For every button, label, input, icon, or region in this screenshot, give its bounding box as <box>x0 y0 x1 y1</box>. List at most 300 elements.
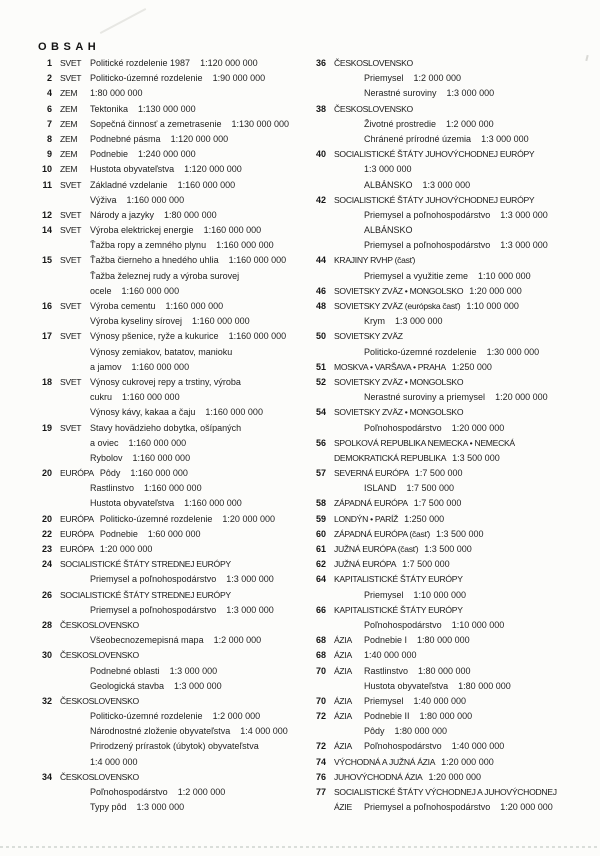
entry-title: Podnebie <box>99 528 138 539</box>
entry-content <box>334 603 469 618</box>
toc-line <box>30 284 302 299</box>
toc-line <box>304 739 598 754</box>
map-scale: 1:160 000 000 <box>122 392 180 403</box>
map-scale: 1:160 000 000 <box>144 483 202 494</box>
map-scale: 1:40 000 000 <box>364 650 417 661</box>
entry-content <box>60 102 196 117</box>
entry-title: Chránené prírodné územia <box>364 133 472 144</box>
toc-line <box>30 512 302 527</box>
toc-line <box>30 496 302 511</box>
entry-content <box>364 724 447 739</box>
map-scale: 1:3 000 000 <box>136 802 185 813</box>
map-scale: 1:2 000 000 <box>413 73 462 84</box>
toc-line <box>304 360 598 375</box>
map-scale: 1:160 000 000 <box>203 225 262 236</box>
map-scale: 1:20 000 000 <box>99 544 153 554</box>
entry-title: Politicko-územné rozdelenie <box>90 73 203 84</box>
page-number: 52 <box>315 376 326 387</box>
entry-title: Poľnohospodárstvo <box>364 741 442 752</box>
page-number: 57 <box>315 468 326 479</box>
region-label: JUŽNÁ EURÓPA (časť) <box>334 544 419 554</box>
map-scale: 1:30 000 000 <box>486 346 540 357</box>
region-label: MOSKVA • VARŠAVA • PRAHA <box>334 361 446 372</box>
entry-content <box>60 329 286 344</box>
page-number: 23 <box>41 544 52 554</box>
toc-line <box>304 800 598 815</box>
entry-title: Hustota obyvateľstva <box>90 164 175 175</box>
entry-title: Výroba elektrickej energie <box>90 225 194 236</box>
region-label: ČESKOSLOVENSKO <box>334 58 413 68</box>
region-label: ÁZIA <box>334 695 352 706</box>
entry-content <box>334 102 419 117</box>
entry-content <box>364 588 466 603</box>
map-scale: 1:10 000 000 <box>478 270 531 281</box>
entry-title: Priemysel a poľnohospodárstvo <box>90 604 217 615</box>
entry-title: Všeobecnozemepisná mapa <box>90 635 204 646</box>
entry-content <box>60 208 217 223</box>
entry-title: Priemysel a poľnohospodárstvo <box>364 802 491 813</box>
map-scale: 1:80 000 000 <box>164 209 217 220</box>
map-scale: 1:60 000 000 <box>147 528 201 539</box>
entry-content <box>334 527 483 542</box>
map-scale: 1:160 000 000 <box>192 316 250 327</box>
page-number: 54 <box>315 407 326 418</box>
map-scale: 1:160 000 000 <box>130 468 188 479</box>
entry-title: Podnebné oblasti <box>90 665 160 676</box>
entry-content <box>90 679 222 694</box>
toc-line <box>30 238 302 253</box>
toc-line <box>30 208 302 223</box>
map-scale: 1:160 000 000 <box>131 361 190 372</box>
entry-content <box>334 496 461 511</box>
entry-content <box>90 755 138 770</box>
toc-line <box>30 664 302 679</box>
region-label: SPOLKOVÁ REPUBLIKA NEMECKA • NEMECKÁ <box>334 437 515 448</box>
region-label: KAPITALISTICKÉ ŠTÁTY EURÓPY <box>334 604 463 615</box>
entry-content <box>90 405 263 420</box>
toc-line <box>304 329 598 344</box>
map-scale: 1:3 000 000 <box>174 680 222 691</box>
map-scale: 1:3 500 000 <box>424 544 472 554</box>
entry-content <box>364 162 412 177</box>
entry-content <box>334 557 450 572</box>
entry-title: cukru <box>90 392 113 403</box>
map-scale: 1:20 000 000 <box>451 422 505 433</box>
page-number: 15 <box>41 255 52 266</box>
entry-title: Rybolov <box>90 452 123 463</box>
toc-line <box>304 193 598 208</box>
entry-content <box>334 572 469 587</box>
entry-title: Tektonika <box>90 103 129 114</box>
region-label: KAPITALISTICKÉ ŠTÁTY EURÓPY <box>334 574 463 585</box>
toc-line <box>304 284 598 299</box>
entry-title: Výroba kyseliny sírovej <box>90 316 183 327</box>
entry-title: Sopečná činnosť a zemetrasenie <box>90 118 222 129</box>
toc-line <box>304 208 598 223</box>
entry-content <box>90 724 288 739</box>
entry-content <box>334 739 504 754</box>
page-number: 17 <box>41 331 52 342</box>
region-label: ČESKOSLOVENSKO <box>60 695 139 706</box>
entry-content <box>334 253 421 268</box>
toc-line <box>304 724 598 739</box>
toc-line <box>304 481 598 496</box>
toc-line <box>30 557 302 572</box>
entry-content <box>364 390 548 405</box>
map-scale: 1:3 000 000 <box>364 164 412 175</box>
entry-content <box>334 405 469 420</box>
entry-title: Geologická stavba <box>90 680 165 691</box>
entry-content <box>90 436 186 451</box>
entry-content <box>334 329 409 344</box>
region-label: EURÓPA <box>60 528 94 539</box>
region-label: SVET <box>60 73 82 84</box>
entry-content <box>364 117 494 132</box>
page-number: 10 <box>41 164 52 175</box>
map-scale: 1:3 000 000 <box>446 88 495 99</box>
entry-content <box>60 557 237 572</box>
scan-artifact <box>100 8 147 34</box>
entry-title: Priemysel <box>364 589 404 600</box>
page-number: 66 <box>315 604 326 615</box>
page-number: 51 <box>315 361 326 372</box>
entry-title: Politicko-územné rozdelenie <box>90 711 203 722</box>
entry-title: Poľnohospodárstvo <box>90 787 168 797</box>
region-label: ÁZIA <box>334 635 352 646</box>
map-scale: 1:120 000 000 <box>170 133 229 144</box>
page-number: 9 <box>46 149 52 160</box>
entry-content <box>334 785 563 800</box>
map-scale: 1:160 000 000 <box>132 452 191 463</box>
region-label: SOCIALISTICKÉ ŠTÁTY VÝCHODNEJ A JUHOVÝCHODNEJ <box>334 787 557 797</box>
entry-content <box>334 451 500 466</box>
entry-content <box>364 269 531 284</box>
entry-content <box>60 648 145 663</box>
entry-content <box>60 770 145 785</box>
entry-title: Ťažba čierneho a hnedého uhlia <box>90 255 219 266</box>
entry-title: ISLAND <box>364 483 397 494</box>
entry-content <box>90 481 202 496</box>
map-scale: 1:2 000 000 <box>212 711 261 722</box>
entry-content <box>90 709 260 724</box>
entry-content <box>60 375 241 390</box>
entry-content <box>90 603 274 618</box>
toc-line <box>304 527 598 542</box>
entry-title: Podnebné pásma <box>90 133 161 144</box>
entry-title: Pôdy <box>364 726 385 737</box>
region-label: JUHOVÝCHODNÁ ÁZIA <box>334 771 423 782</box>
toc-line <box>304 618 598 633</box>
entry-content <box>364 314 443 329</box>
toc-line <box>30 679 302 694</box>
page-number: 72 <box>315 741 326 752</box>
page-number: 28 <box>41 619 52 630</box>
page-number: 50 <box>315 331 326 342</box>
region-label: ZÁPADNÁ EURÓPA (časť) <box>334 528 430 539</box>
entry-content <box>90 345 232 360</box>
entry-content <box>364 421 504 436</box>
toc-line <box>304 588 598 603</box>
entry-content <box>90 193 184 208</box>
page-number: 76 <box>315 771 326 782</box>
page-number: 32 <box>41 695 52 706</box>
map-scale: 1:90 000 000 <box>212 73 266 84</box>
page-number: 38 <box>315 103 326 114</box>
toc-line <box>30 314 302 329</box>
entry-content <box>60 178 235 193</box>
toc-line <box>304 178 598 193</box>
region-label: ÁZIE <box>334 802 352 813</box>
map-scale: 1:160 000 000 <box>177 179 236 190</box>
entry-title: Ťažba ropy a zemného plynu <box>90 240 207 251</box>
toc-line <box>304 648 598 663</box>
region-label: SOVIETSKY ZVÄZ <box>334 331 403 342</box>
toc-line <box>304 162 598 177</box>
toc-line <box>30 102 302 117</box>
region-label: SVET <box>60 58 82 68</box>
toc-line <box>30 329 302 344</box>
page-number: 59 <box>315 513 326 524</box>
map-scale: 1:160 000 000 <box>228 331 287 342</box>
entry-title: Stavy hovädzieho dobytka, ošípaných <box>90 422 242 433</box>
map-scale: 1:20 000 000 <box>500 802 553 813</box>
toc-line <box>30 405 302 420</box>
entry-content <box>60 56 258 71</box>
region-label: ČESKOSLOVENSKO <box>60 619 139 630</box>
toc-line <box>30 117 302 132</box>
page-number: 20 <box>41 513 52 524</box>
toc-line <box>30 648 302 663</box>
entry-content <box>334 360 492 375</box>
map-scale: 1:130 000 000 <box>138 103 196 114</box>
region-label: SOVIETSKY ZVÄZ • MONGOLSKO <box>334 376 464 387</box>
entry-content <box>90 451 190 466</box>
entry-content <box>60 253 286 268</box>
map-scale: 1:3 000 000 <box>226 604 274 615</box>
region-label: ZEM <box>60 149 78 160</box>
entry-content <box>364 238 548 253</box>
toc-line <box>304 132 598 147</box>
map-scale: 1:4 000 000 <box>90 756 138 767</box>
toc-line <box>30 269 302 284</box>
region-label: SOVIETSKY ZVÄZ (európska časť) <box>334 301 461 311</box>
entry-title: Priemysel a poľnohospodárstvo <box>90 574 217 585</box>
entry-content <box>60 117 289 132</box>
region-label: SVET <box>60 179 82 190</box>
map-scale: 1:160 000 000 <box>228 255 287 266</box>
entry-title: Priemysel a poľnohospodárstvo <box>364 209 491 220</box>
entry-title: Hustota obyvateľstva <box>364 680 449 691</box>
map-scale: 1:7 500 000 <box>406 483 455 494</box>
entry-title: Hustota obyvateľstva <box>90 498 175 509</box>
map-scale: 1:3 000 000 <box>422 179 471 190</box>
map-scale: 1:7 500 000 <box>402 559 450 570</box>
map-scale: 1:3 000 000 <box>500 209 548 220</box>
toc-line <box>304 572 598 587</box>
map-scale: 1:3 500 000 <box>452 452 500 463</box>
region-label: ZEM <box>60 118 78 129</box>
page-number: 7 <box>46 118 52 129</box>
entry-title: Priemysel a využitie zeme <box>364 270 469 281</box>
map-scale: 1:10 000 000 <box>466 301 519 311</box>
region-label: ZÁPADNÁ EURÓPA <box>334 498 408 509</box>
region-label: JUŽNÁ EURÓPA <box>334 559 397 570</box>
page-number: 74 <box>315 756 326 767</box>
toc-line <box>30 390 302 405</box>
map-scale: 1:120 000 000 <box>184 164 242 175</box>
toc-line <box>304 755 598 770</box>
map-scale: 1:2 000 000 <box>177 787 226 797</box>
page-number: 62 <box>315 559 326 570</box>
entry-content <box>364 481 454 496</box>
entry-title: ALBÁNSKO <box>364 179 413 190</box>
map-scale: 1:3 000 000 <box>481 133 529 144</box>
map-scale: 1:80 000 000 <box>394 726 448 737</box>
entry-title: a jamov <box>90 361 122 372</box>
page-number: 16 <box>41 301 52 311</box>
toc-line <box>30 588 302 603</box>
region-label: ÁZIA <box>334 650 352 661</box>
page-number: 14 <box>41 225 52 236</box>
page-number: 34 <box>41 771 52 782</box>
toc-line <box>304 512 598 527</box>
toc-line <box>304 299 598 314</box>
entry-title: Politicko-územné rozdelenie <box>99 513 213 524</box>
entry-title: Základné vzdelanie <box>90 179 168 190</box>
region-label: SVET <box>60 255 82 266</box>
page-number: 6 <box>46 103 52 114</box>
entry-content <box>90 238 274 253</box>
entry-title: Výroba cementu <box>90 301 156 311</box>
toc-line <box>30 694 302 709</box>
toc-line <box>30 800 302 815</box>
region-label: SOCIALISTICKÉ ŠTÁTY JUHOVÝCHODNEJ EURÓPY <box>334 149 535 160</box>
entry-title: Výnosy cukrovej repy a trstiny, výroba <box>90 376 241 387</box>
toc-line <box>30 147 302 162</box>
page-number: 64 <box>315 574 326 585</box>
entry-content <box>90 360 189 375</box>
entry-content <box>334 56 419 71</box>
entry-content <box>90 633 261 648</box>
page-perforation-line <box>0 846 600 848</box>
page-number: 36 <box>315 58 326 68</box>
map-scale: 1:3 000 000 <box>226 574 274 585</box>
entry-content <box>334 633 470 648</box>
toc-line <box>304 390 598 405</box>
entry-content <box>90 390 180 405</box>
map-scale: 1:2 000 000 <box>213 635 262 646</box>
entry-title: Krym <box>364 316 385 327</box>
map-scale: 1:250 000 <box>404 513 445 524</box>
toc-line <box>30 345 302 360</box>
toc-line <box>304 375 598 390</box>
region-label: SOVIETSKY ZVÄZ • MONGOLSKO <box>334 285 464 296</box>
entry-content <box>364 208 548 223</box>
toc-line <box>304 785 598 800</box>
entry-content <box>60 71 265 86</box>
page-number: 77 <box>315 787 326 797</box>
page-number: 40 <box>315 149 326 160</box>
page-number: 30 <box>41 650 52 661</box>
entry-title: Výživa <box>90 194 117 205</box>
toc-line <box>30 785 302 800</box>
toc-line <box>304 223 598 238</box>
entry-title: Národnostné zloženie obyvateľstva <box>90 726 231 737</box>
toc-line <box>304 679 598 694</box>
toc-line <box>304 71 598 86</box>
page-number: 68 <box>315 635 326 646</box>
region-label: ČESKOSLOVENSKO <box>334 103 413 114</box>
toc-line <box>304 542 598 557</box>
page-number: 2 <box>46 73 52 84</box>
entry-title: Nerastné suroviny a priemysel <box>364 392 486 403</box>
entry-content <box>364 71 461 86</box>
toc-line <box>304 253 598 268</box>
toc-line <box>30 436 302 451</box>
page-number: 24 <box>41 559 52 570</box>
entry-content <box>60 162 242 177</box>
toc-line <box>304 709 598 724</box>
region-label: SVET <box>60 209 82 220</box>
entry-content <box>334 436 521 451</box>
entry-content <box>60 132 228 147</box>
map-scale: 1:4 000 000 <box>240 726 288 737</box>
toc-line <box>304 770 598 785</box>
entry-title: Poľnohospodárstvo <box>364 619 442 630</box>
page-number: 44 <box>315 255 326 266</box>
map-scale: 1:250 000 <box>451 361 492 372</box>
toc-line <box>304 603 598 618</box>
entry-title: ocele <box>90 285 112 296</box>
map-scale: 1:40 000 000 <box>413 695 467 706</box>
region-label: ZEM <box>60 133 78 144</box>
toc-line <box>30 299 302 314</box>
region-label: EURÓPA <box>60 468 94 479</box>
map-scale: 1:160 000 000 <box>184 498 242 509</box>
toc-line <box>304 496 598 511</box>
toc-line <box>30 542 302 557</box>
region-label: ÁZIA <box>334 741 352 752</box>
region-label: KRAJINY RVHP (časť) <box>334 255 416 266</box>
entry-title: Rastlinstvo <box>90 483 135 494</box>
toc-line <box>304 238 598 253</box>
map-scale: 1:20 000 000 <box>222 513 275 524</box>
toc-line <box>30 132 302 147</box>
toc-line <box>30 739 302 754</box>
region-label: ZEM <box>60 88 78 99</box>
entry-content <box>364 618 504 633</box>
region-label: DEMOKRATICKÁ REPUBLIKA <box>334 452 447 463</box>
entry-title: Výnosy pšenice, ryže a kukurice <box>90 331 219 342</box>
toc-line <box>30 709 302 724</box>
toc-line <box>30 223 302 238</box>
entry-content <box>60 421 241 436</box>
map-scale: 1:10 000 000 <box>413 589 467 600</box>
page-number: 1 <box>46 58 52 68</box>
map-scale: 1:160 000 000 <box>128 437 187 448</box>
map-scale: 1:80 000 000 <box>90 88 143 99</box>
region-label: SOCIALISTICKÉ ŠTÁTY STREDNEJ EURÓPY <box>60 559 231 570</box>
region-label: SEVERNÁ EURÓPA <box>334 468 409 479</box>
toc-line <box>30 71 302 86</box>
entry-content <box>334 512 444 527</box>
entry-title: ALBÁNSKO <box>364 225 413 236</box>
page-number: 58 <box>315 498 326 509</box>
entry-content <box>90 284 179 299</box>
entry-content <box>334 375 469 390</box>
map-scale: 1:160 000 000 <box>121 285 180 296</box>
region-label: ZEM <box>60 164 78 175</box>
